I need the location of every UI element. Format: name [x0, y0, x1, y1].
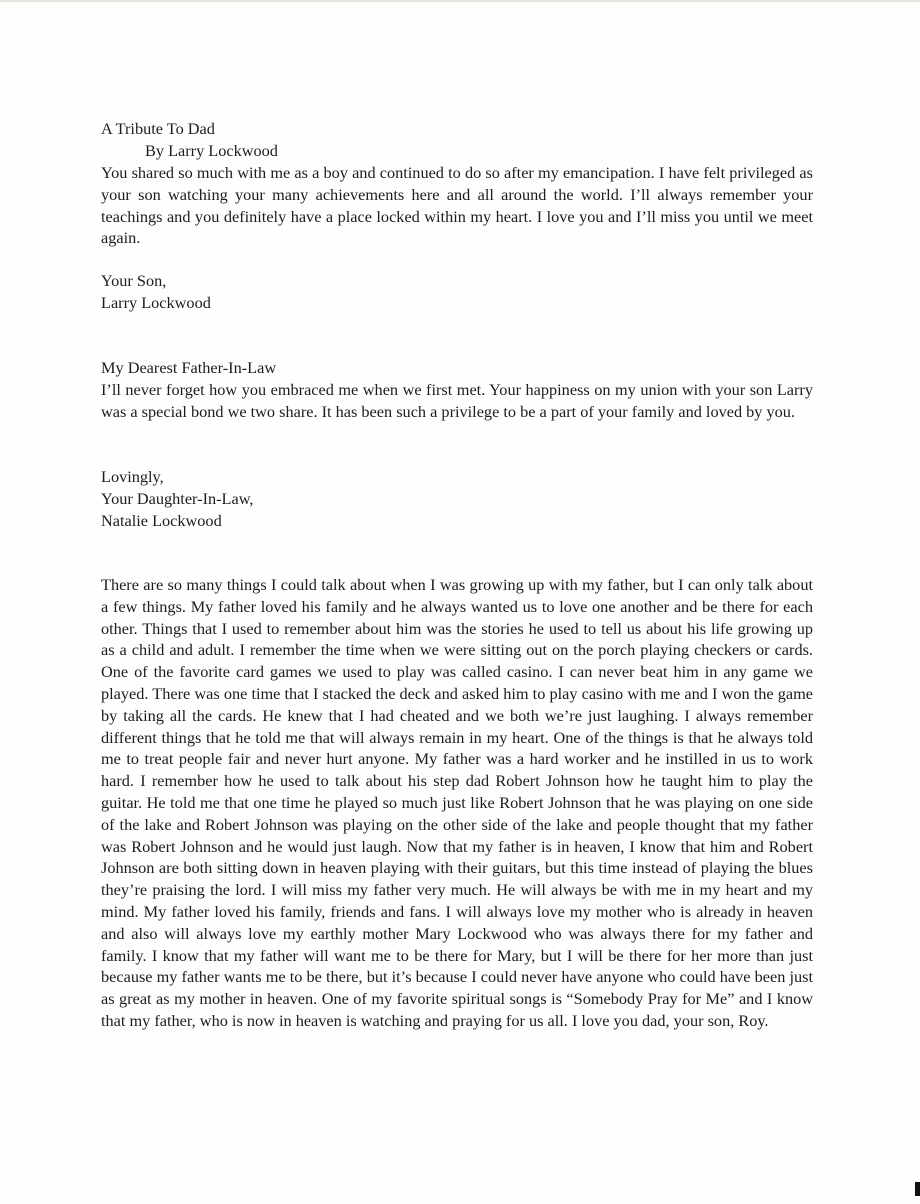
scan-corner-mark	[915, 1182, 920, 1196]
father-in-law-body: I’ll never forget how you embraced me when we first met. Your happiness on my union with your son Larry was a special bond we two share. It has been such a privilege to be a part of your family and loved by you.	[101, 380, 813, 421]
tribute-closing: Your Son,	[101, 271, 167, 290]
father-in-law-closing: Lovingly,	[101, 467, 164, 486]
scan-edge	[0, 0, 920, 2]
tribute-byline: By Larry Lockwood	[145, 141, 278, 160]
tribute-signature: Larry Lockwood	[101, 293, 211, 312]
father-in-law-signature: Natalie Lockwood	[101, 511, 222, 530]
tribute-body: You shared so much with me as a boy and continued to do so after my emancipation. I have felt privileged as your son watching your many achievements here and all around the world. I’ll always remember your teachings and you definitely have a place locked within my heart. I love you and I’ll miss you until we meet again.	[101, 163, 813, 248]
father-in-law-relation: Your Daughter-In-Law,	[101, 489, 254, 508]
tribute-title: A Tribute To Dad	[101, 119, 215, 138]
roy-tribute-body: There are so many things I could talk about when I was growing up with my father, but I can only talk about a few things. My father loved his family and he always wanted us to love one another and be there for each other. Things that I used to remember about him was the stories he used to tell us about his life growing up as a child and adult. I remember the time when we were sitting out on the porch playing checkers or cards. One of the favorite card games we used to play was called casino. I can never beat him in any game we played. There was one time that I stacked the deck and asked him to play casino with me and I won the game by taking all the cards. He knew that I had cheated and we both we’re just laughing. I always remember different things that he told me that will always remain in my heart. One of the things is that he always told me to treat people fair and never hurt anyone. My father was a hard worker and he instilled in us to work hard. I remember how he used to talk about his step dad Robert Johnson how he taught him to play the guitar. He told me that one time he played so much just like Robert Johnson that he was playing on one side of the lake and Robert Johnson was playing on the other side of the lake and people thought that my father was Robert Johnson and he would just laugh. Now that my father is in heaven, I know that him and Robert Johnson are both sitting down in heaven playing with their guitars, but this time instead of playing the blues they’re praising the lord. I will miss my father very much. He will always be with me in my heart and my mind. My father loved his family, friends and fans. I will always love my mother who is already in heaven and also will always love my earthly mother Mary Lockwood who was always there for my father and family. I know that my father will want me to be there for Mary, but I will be there for her more than just because my father wants me to be there, but it’s because I could never have anyone who could have been just as great as my mother in heaven. One of my favorite spiritual songs is “Somebody Pray for Me” and I know that my father, who is now in heaven is watching and praying for us all. I love you dad, your son, Roy.	[101, 575, 813, 1030]
father-in-law-salutation: My Dearest Father-In-Law	[101, 358, 277, 377]
